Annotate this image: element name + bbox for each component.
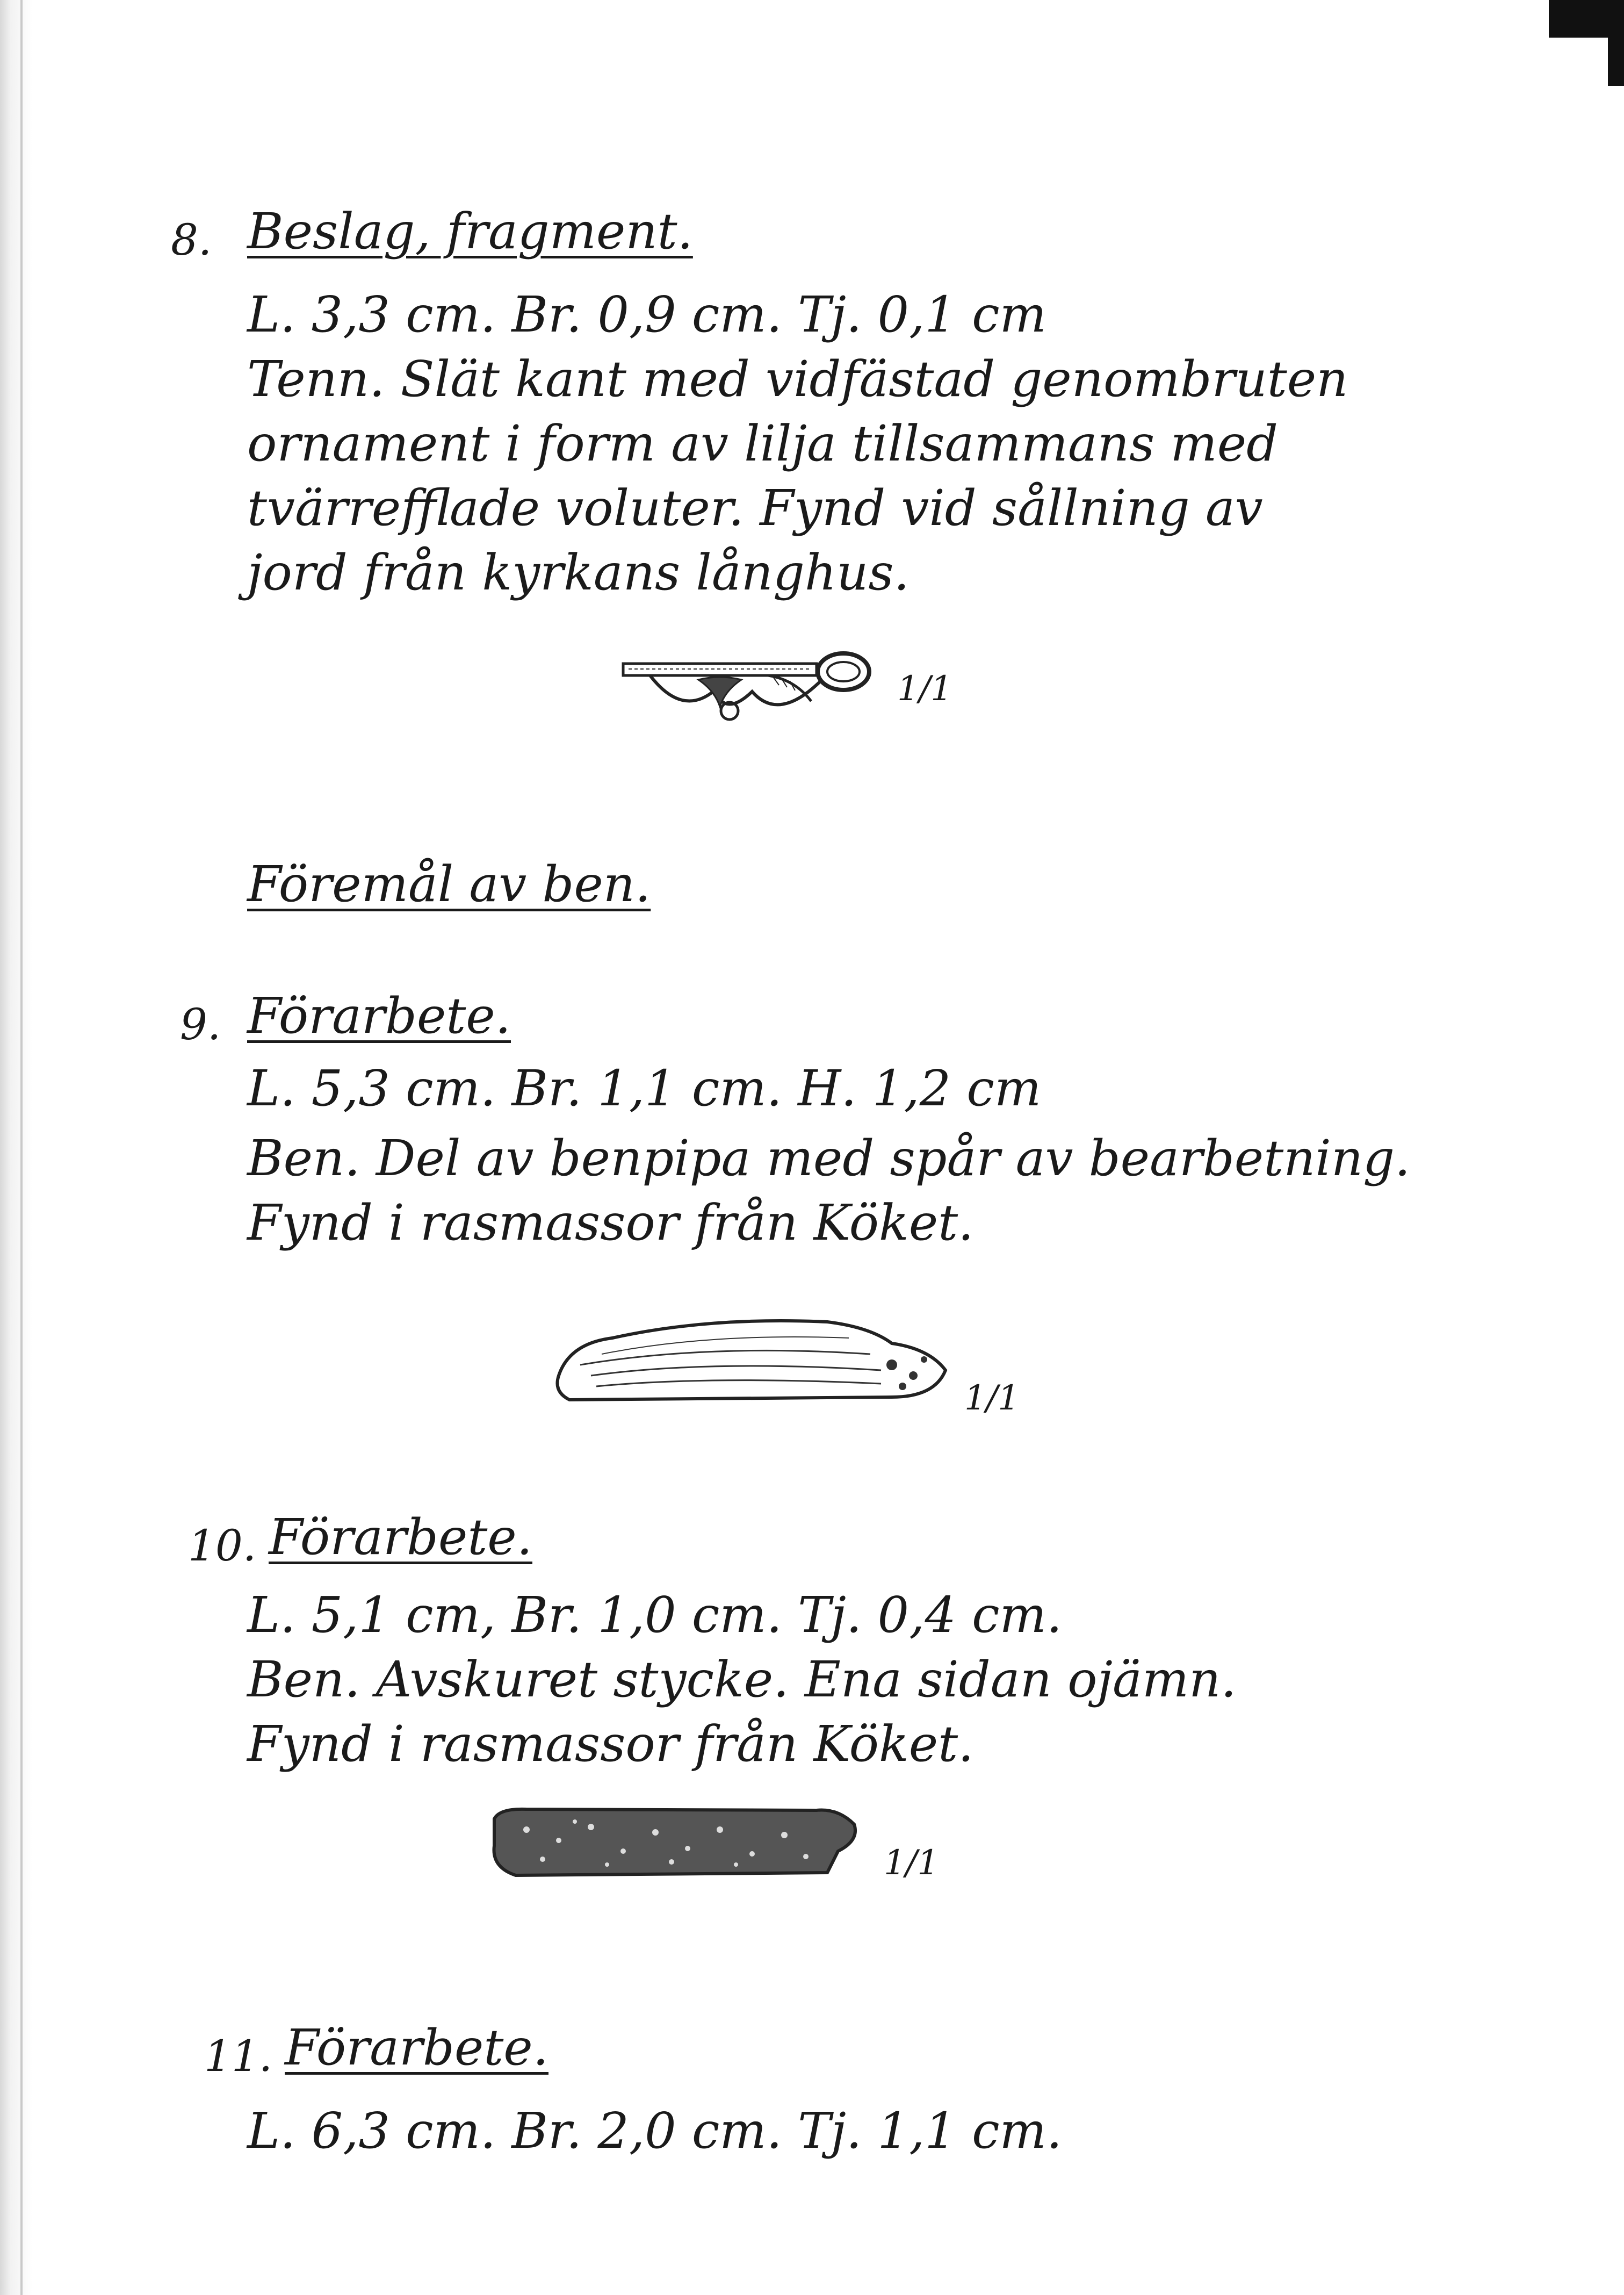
item-number: 9. bbox=[180, 999, 221, 1049]
item-number: 10. bbox=[188, 1521, 257, 1571]
ornamented-mount-drawing bbox=[618, 642, 886, 739]
page-binding-edge bbox=[0, 0, 38, 2295]
item-title: Förarbete. bbox=[247, 987, 511, 1045]
scale-label: 1/1 bbox=[884, 1843, 939, 1883]
item-measurements: L. 5,3 cm. Br. 1,1 cm. H. 1,2 cm bbox=[247, 1060, 1042, 1117]
item-description-line: Fynd i rasmassor från Köket. bbox=[247, 1194, 974, 1251]
item-description-line: Ben. Del av benpipa med spår av bearbetning. bbox=[247, 1129, 1411, 1187]
section-heading: Föremål av ben. bbox=[247, 855, 651, 913]
item-measurements: L. 5,1 cm, Br. 1,0 cm. Tj. 0,4 cm. bbox=[247, 1586, 1063, 1644]
struck-word bbox=[247, 1655, 317, 1704]
item-description-line: Tenn. Slät kant med vidfästad genombruten bbox=[247, 350, 1348, 408]
bone-piece-drawing bbox=[483, 1803, 870, 1883]
page-binding-line bbox=[20, 0, 23, 2295]
item-description-line: tvärrefflade voluter. Fynd vid sållning av bbox=[247, 479, 1263, 537]
scale-label: 1/1 bbox=[964, 1378, 1020, 1418]
bone-fragment-drawing bbox=[548, 1306, 956, 1413]
item-measurements: L. 3,3 cm. Br. 0,9 cm. Tj. 0,1 cm bbox=[247, 286, 1046, 343]
item-description-line: Ben. Avskuret stycke. Ena sidan ojämn. bbox=[247, 1651, 1237, 1708]
item-description-line: jord från kyrkans långhus. bbox=[247, 544, 910, 601]
corner-tab-edge bbox=[1608, 0, 1624, 86]
item-description-line: Fynd i rasmassor från Köket. bbox=[247, 1715, 974, 1773]
item-number: 11. bbox=[204, 2031, 273, 2081]
scale-label: 1/1 bbox=[897, 669, 952, 709]
item-title: Beslag, fragment. bbox=[247, 203, 693, 260]
item-measurements: L. 6,3 cm. Br. 2,0 cm. Tj. 1,1 cm. bbox=[247, 2102, 1063, 2160]
item-description-line: ornament i form av lilja tillsammans med bbox=[247, 415, 1279, 472]
item-title: Förarbete. bbox=[285, 2019, 548, 2076]
item-title: Förarbete. bbox=[269, 1508, 532, 1566]
item-number: 8. bbox=[171, 215, 212, 265]
